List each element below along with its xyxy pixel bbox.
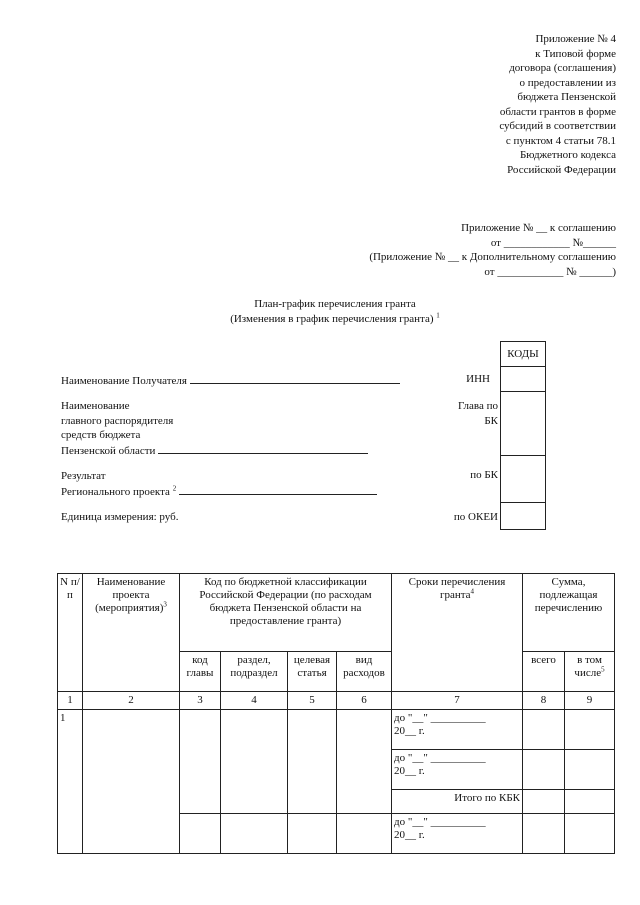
row-number: 1 (58, 710, 83, 854)
inn-code-cell[interactable] (500, 366, 546, 392)
recipient-field: Наименование Получателя (61, 373, 400, 387)
kod-glavy-cell[interactable] (180, 710, 221, 814)
col-number: 9 (565, 692, 615, 710)
col-number: 6 (337, 692, 392, 710)
footnote-mark: 1 (436, 310, 440, 319)
date-cell[interactable]: до "__" __________ 20__ г. (392, 710, 523, 750)
header-kbk: Код по бюджетной классификации Российской Федерации (по расходам бюджета Пензенской области на предоставление гранта) (180, 574, 392, 652)
title-line-1: План-график перечисления гранта (254, 298, 416, 310)
agreement-line: от ____________ №______ (490, 236, 616, 249)
vtom-cell[interactable] (565, 790, 615, 814)
grbs-field: Наименование главного распорядителя средств бюджета Пензенской области (61, 399, 368, 458)
appendix-line: с пунктом 4 статьи 78.1 (505, 134, 616, 147)
inn-label: ИНН (466, 373, 490, 385)
result-field: Результат Регионального проекта $^2$ (61, 469, 377, 499)
col-number: 3 (180, 692, 221, 710)
itogo-label: Итого по КБК (392, 790, 523, 814)
appendix-line: Российской Федерации (507, 163, 616, 176)
glava-code-cell[interactable] (500, 391, 546, 456)
appendix-line: области грантов в форме (499, 105, 616, 118)
title-line-2: (Изменения в график перечисления гранта) $^1$ (230, 310, 440, 325)
header-sum: Сумма, подлежащая перечислению (523, 574, 615, 652)
table-row (58, 710, 615, 750)
pobk-label: по БК (470, 469, 498, 481)
col-number: 4 (221, 692, 288, 710)
recipient-blank[interactable] (190, 373, 400, 384)
vsego-cell[interactable] (523, 814, 565, 854)
col-number: 5 (288, 692, 337, 710)
project-name-cell[interactable] (83, 710, 180, 854)
header-kod-glavy: код главы (180, 652, 221, 692)
vid-cell[interactable] (337, 710, 392, 814)
agreement-line: Приложение № __ к соглашению (461, 222, 616, 234)
header-vid: вид расходов (337, 652, 392, 692)
statya-cell[interactable] (288, 710, 337, 814)
header-dates: Сроки перечисления гранта$^4$ (392, 574, 523, 692)
unit-label: Единица измерения: руб. (61, 511, 179, 523)
header-statya: целевая статья (288, 652, 337, 692)
header-name: Наименование проекта (мероприятия)$^3$ (83, 574, 180, 692)
col-number: 7 (392, 692, 523, 710)
header-n: N п/п (58, 574, 83, 692)
appendix-line: к Типовой форме (535, 47, 616, 60)
okei-code-cell[interactable] (500, 502, 546, 530)
appendix-block (499, 32, 616, 177)
codes-header: КОДЫ (500, 341, 546, 367)
agreement-block (369, 221, 616, 279)
appendix-line: Приложение № 4 (535, 33, 616, 45)
date-cell[interactable]: до "__" __________ 20__ г. (392, 750, 523, 790)
document-title (0, 297, 640, 326)
glava-label: Глава по БК (458, 400, 498, 427)
result-blank[interactable] (179, 484, 377, 495)
vtom-cell[interactable] (565, 710, 615, 750)
header-razdel: раздел, подраздел (221, 652, 288, 692)
appendix-line: о предоставлении из (519, 76, 616, 89)
col-number: 1 (58, 692, 83, 710)
schedule-table (57, 573, 615, 854)
razdel-cell[interactable] (221, 814, 288, 854)
kod-glavy-cell[interactable] (180, 814, 221, 854)
date-cell[interactable]: до "__" __________ 20__ г. (392, 814, 523, 854)
agreement-line: (Приложение № __ к Дополнительному соглашению (369, 251, 616, 263)
vsego-cell[interactable] (523, 750, 565, 790)
header-vtom: в том числе$^5$ (565, 652, 615, 692)
okei-label: по ОКЕИ (453, 511, 498, 523)
grbs-blank[interactable] (158, 443, 368, 454)
razdel-cell[interactable] (221, 710, 288, 814)
header-vsego: всего (523, 652, 565, 692)
statya-cell[interactable] (288, 814, 337, 854)
appendix-line: субсидий в соответствии (499, 120, 616, 132)
bk-code-cell[interactable] (500, 455, 546, 503)
appendix-line: договора (соглашения) (509, 62, 616, 74)
appendix-line: Бюджетного кодекса (519, 149, 616, 161)
appendix-line: бюджета Пензенской (517, 91, 616, 103)
vsego-cell[interactable] (523, 790, 565, 814)
vsego-cell[interactable] (523, 710, 565, 750)
col-number: 2 (83, 692, 180, 710)
col-number: 8 (523, 692, 565, 710)
vtom-cell[interactable] (565, 814, 615, 854)
vid-cell[interactable] (337, 814, 392, 854)
vtom-cell[interactable] (565, 750, 615, 790)
agreement-line: от ____________ № ______) (484, 265, 616, 278)
